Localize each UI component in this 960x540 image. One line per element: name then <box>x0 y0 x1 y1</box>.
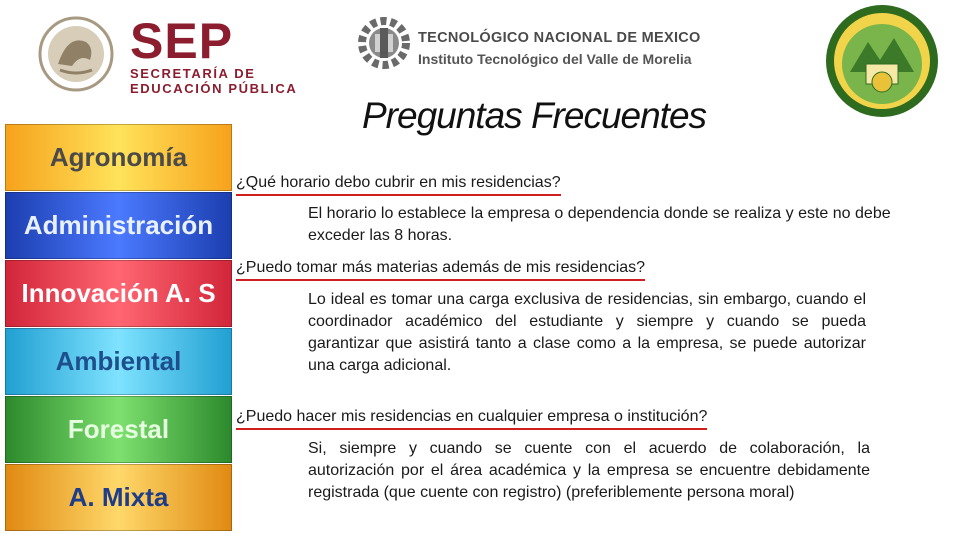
sidebar-item-innovacion[interactable]: Innovación A. S <box>5 260 232 327</box>
faq-question-2 <box>236 257 698 281</box>
career-sidebar <box>5 124 232 534</box>
faq-question-3 <box>236 406 782 430</box>
tecnm-text <box>418 30 758 67</box>
mexico-coat-of-arms-icon <box>28 14 124 94</box>
itvm-emblem-icon <box>822 2 942 120</box>
tecnm-gear-icon <box>355 12 413 74</box>
faq-question-1 <box>236 172 606 196</box>
sep-wordmark: SEP <box>130 13 234 69</box>
sidebar-item-mixta[interactable]: A. Mixta <box>5 464 232 531</box>
faq-answer-2: Lo ideal es tomar una carga exclusiva de residencias, sin embargo, cuando el coordinador académico del estudiante y siempre y cuando se pueda garantizar que asistirá tanto a clase como a la empresa, se puede autorizar una carga adicional. <box>308 291 866 374</box>
sidebar-item-forestal[interactable]: Forestal <box>5 396 232 463</box>
tecnm-name: TECNOLÓGICO NACIONAL DE MEXICO <box>418 30 701 46</box>
sidebar-item-agronomia[interactable]: Agronomía <box>5 124 232 191</box>
faq-answer-3: Si, siempre y cuando se cuente con el acuerdo de colaboración, la autorización por el área académica y la empresa se encuentre debidamente registrada (que cuente con registro) (preferiblemente persona moral) <box>308 440 870 501</box>
page-title: Preguntas Frecuentes <box>362 95 707 136</box>
institute-name: Instituto Tecnológico del Valle de Morelia <box>418 51 692 67</box>
sep-subtitle-line1: SECRETARÍA DE <box>130 66 256 81</box>
question-text: ¿Puedo hacer mis residencias en cualquier empresa o institución? <box>236 406 707 430</box>
sidebar-item-administracion[interactable]: Administración <box>5 192 232 259</box>
question-text: ¿Qué horario debo cubrir en mis residencias? <box>236 172 561 196</box>
faq-answer-1: El horario lo establece la empresa o dependencia donde se realiza y este no debe exceder las 8 horas. <box>308 205 891 244</box>
sidebar-item-ambiental[interactable]: Ambiental <box>5 328 232 395</box>
question-text: ¿Puedo tomar más materias además de mis residencias? <box>236 257 645 281</box>
sep-subtitle-line2: EDUCACIÓN PÚBLICA <box>130 81 298 96</box>
sep-logo <box>130 13 320 96</box>
